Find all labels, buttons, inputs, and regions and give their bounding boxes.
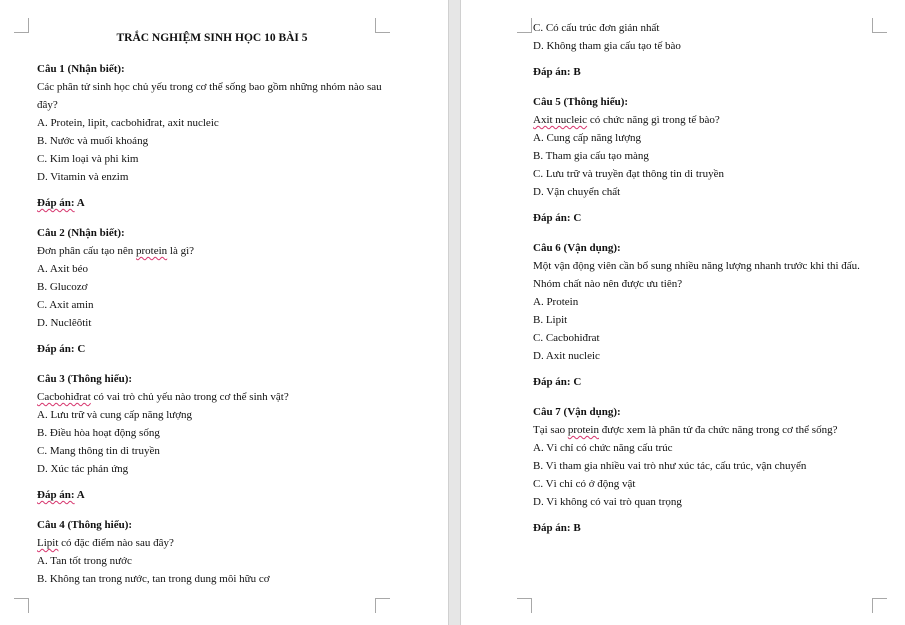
corner-mark-icon bbox=[14, 598, 29, 613]
answer-option: D. Xúc tác phản ứng bbox=[37, 463, 129, 475]
question-header: Câu 7 (Vận dụng): bbox=[533, 406, 621, 418]
answer-option: A. Protein bbox=[533, 296, 579, 308]
answer-label: Đáp án: bbox=[37, 197, 75, 209]
question-text: Tại sao protein được xem là phân tử đa chức năng trong cơ thể sống? bbox=[533, 424, 838, 436]
answer-option: B. Tham gia cấu tạo màng bbox=[533, 150, 649, 162]
answer-option: C. Kim loại và phi kim bbox=[37, 153, 139, 165]
page-content[interactable] bbox=[37, 0, 387, 596]
answer-option: C. Mang thông tin di truyền bbox=[37, 445, 160, 457]
spellcheck-word[interactable]: Axit nucleic bbox=[533, 114, 588, 126]
answer-option: A. Protein, lipit, cacbohiđrat, axit nucleic bbox=[37, 117, 219, 129]
answer-value: A bbox=[76, 197, 85, 209]
corner-mark-icon bbox=[375, 598, 390, 613]
answer-option: D. Vitamin và enzim bbox=[37, 171, 129, 183]
corner-mark-icon bbox=[517, 598, 532, 613]
question-text: Axit nucleic có chức năng gì trong tế bào? bbox=[533, 114, 720, 126]
answer-line bbox=[533, 209, 863, 227]
question-header: Câu 5 (Thông hiểu): bbox=[533, 96, 629, 108]
answer-option: C. Vì chỉ có ở động vật bbox=[533, 478, 636, 490]
answer-option: B. Vì tham gia nhiều vai trò như xúc tác, cấu trúc, vận chuyển bbox=[533, 460, 807, 472]
answer-value: C bbox=[573, 212, 582, 224]
answer-option: A. Axit béo bbox=[37, 263, 89, 275]
answer-value: C bbox=[77, 343, 86, 355]
question-block bbox=[37, 224, 387, 332]
answer-option: B. Điều hòa hoạt động sống bbox=[37, 427, 160, 439]
question-header: Câu 2 (Nhận biết): bbox=[37, 227, 125, 239]
answer-value: A bbox=[76, 489, 85, 501]
question-block bbox=[37, 516, 387, 588]
answer-label: Đáp án: bbox=[533, 212, 571, 224]
question-text: Lipit có đặc điểm nào sau đây? bbox=[37, 537, 174, 549]
question-text: Một vận động viên cần bổ sung nhiều năng lượng nhanh trước khi thi đấu. Nhóm chất nào nên được ưu tiên? bbox=[533, 260, 860, 290]
answer-value: B bbox=[573, 522, 581, 534]
answer-line bbox=[533, 519, 863, 537]
corner-mark-icon bbox=[872, 598, 887, 613]
answer-label: Đáp án: bbox=[37, 343, 75, 355]
answer-line bbox=[37, 486, 387, 504]
question-header: Câu 6 (Vận dụng): bbox=[533, 242, 621, 254]
question-block bbox=[37, 370, 387, 478]
spellcheck-word[interactable]: Lipit bbox=[37, 537, 59, 549]
answer-value: B bbox=[573, 66, 581, 78]
answer-option: A. Lưu trữ và cung cấp năng lượng bbox=[37, 409, 193, 421]
question-block bbox=[533, 403, 863, 511]
question-block bbox=[533, 239, 863, 365]
answer-line bbox=[533, 373, 863, 391]
answer-label: Đáp án: bbox=[533, 376, 571, 388]
answer-option: B. Glucozơ bbox=[37, 281, 88, 293]
answer-option: D. Axit nucleic bbox=[533, 350, 600, 362]
document-page-right[interactable] bbox=[461, 0, 905, 625]
answer-option: C. Lưu trữ và truyền đạt thông tin di truyền bbox=[533, 168, 724, 180]
answer-label: Đáp án: bbox=[533, 66, 571, 78]
spellcheck-word[interactable]: Cacbohiđrat bbox=[37, 391, 91, 403]
answer-option: D. Vì không có vai trò quan trọng bbox=[533, 496, 682, 508]
question-text: Các phân tử sinh học chủ yếu trong cơ thể sống bao gồm những nhóm nào sau đây? bbox=[37, 81, 382, 111]
answer-value: C bbox=[573, 376, 582, 388]
answer-option: D. Vận chuyển chất bbox=[533, 186, 621, 198]
document-title: TRẮC NGHIỆM SINH HỌC 10 BÀI 5 bbox=[116, 32, 308, 44]
question-header: Câu 4 (Thông hiểu): bbox=[37, 519, 133, 531]
question-block bbox=[37, 60, 387, 186]
question-header: Câu 1 (Nhận biết): bbox=[37, 63, 125, 75]
answer-option: B. Lipit bbox=[533, 314, 568, 326]
question-block bbox=[533, 93, 863, 201]
corner-mark-icon bbox=[14, 18, 29, 33]
answer-option: D. Không tham gia cấu tạo tế bào bbox=[533, 40, 681, 52]
spellcheck-word[interactable]: protein bbox=[135, 245, 168, 257]
answer-line bbox=[37, 340, 387, 358]
answer-option: C. Có cấu trúc đơn giản nhất bbox=[533, 22, 660, 34]
answer-option: D. Nuclêôtit bbox=[37, 317, 92, 329]
corner-mark-icon bbox=[872, 18, 887, 33]
answer-option: A. Vì chỉ có chức năng cấu trúc bbox=[533, 442, 673, 454]
document-page-left[interactable] bbox=[0, 0, 448, 625]
answer-option: A. Tan tốt trong nước bbox=[37, 555, 132, 567]
answer-label: Đáp án: bbox=[37, 489, 75, 501]
answer-option: B. Không tan trong nước, tan trong dung môi hữu cơ bbox=[37, 573, 270, 585]
corner-mark-icon bbox=[517, 18, 532, 33]
answer-label: Đáp án: bbox=[533, 522, 571, 534]
answer-option: C. Axit amin bbox=[37, 299, 94, 311]
page-gap bbox=[448, 0, 461, 625]
question-text: Đơn phân cấu tạo nên protein là gì? bbox=[37, 245, 195, 257]
question-header: Câu 3 (Thông hiểu): bbox=[37, 373, 133, 385]
answer-option: A. Cung cấp năng lượng bbox=[533, 132, 642, 144]
answer-option: B. Nước và muối khoáng bbox=[37, 135, 149, 147]
answer-line bbox=[37, 194, 387, 212]
question-text: Cacbohiđrat có vai trò chủ yếu nào trong cơ thể sinh vật? bbox=[37, 391, 289, 403]
answer-line bbox=[533, 63, 863, 81]
page-content[interactable] bbox=[533, 0, 863, 549]
spellcheck-word[interactable]: protein bbox=[567, 424, 599, 436]
answer-option: C. Cacbohiđrat bbox=[533, 332, 600, 344]
